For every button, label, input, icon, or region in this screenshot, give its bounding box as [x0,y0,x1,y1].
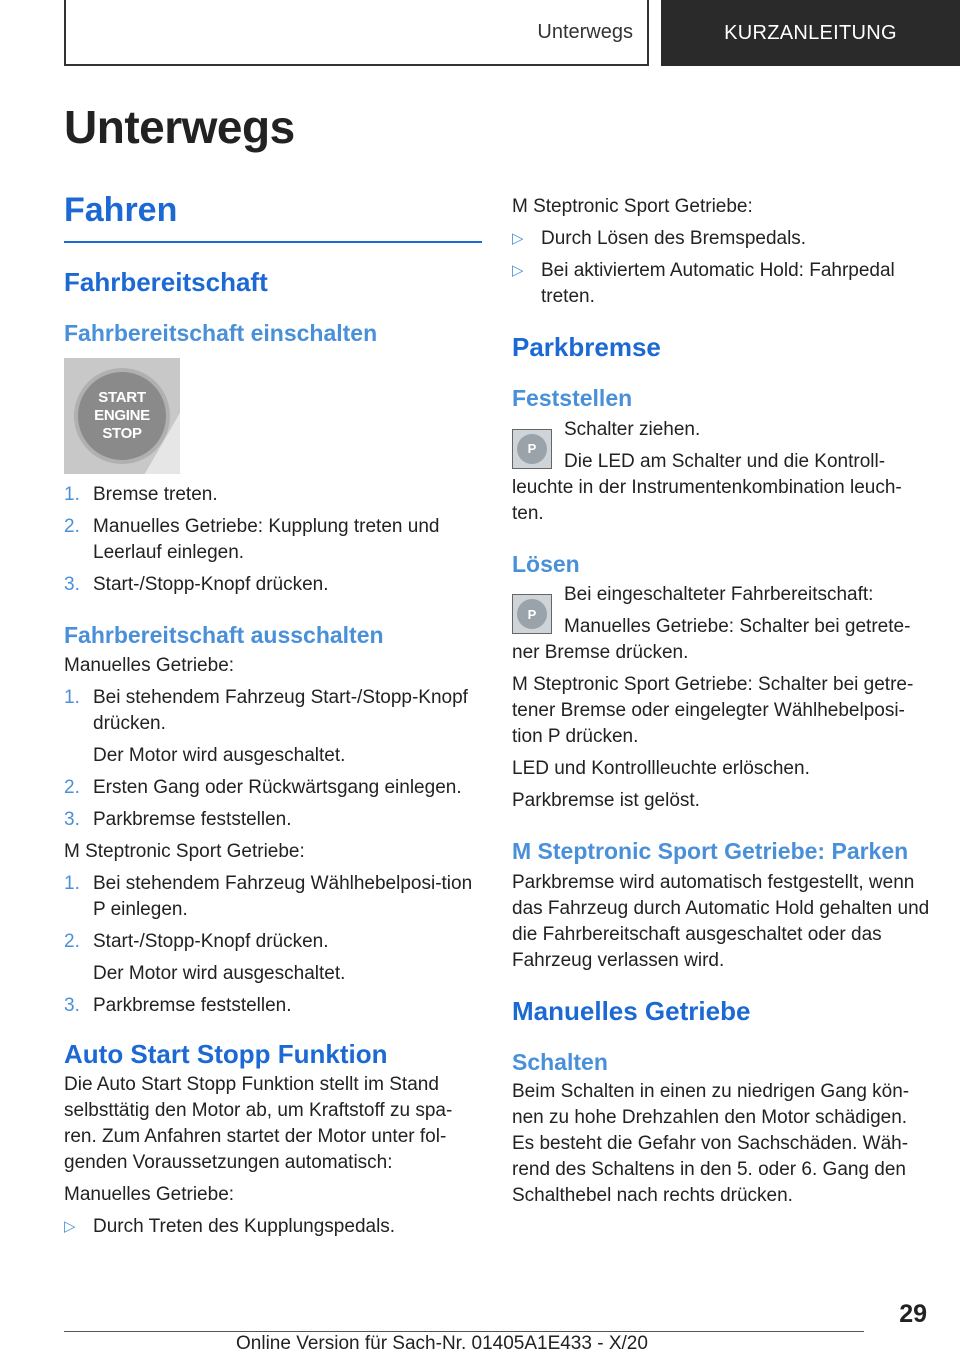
einschalten-steps [64,482,482,598]
heading-ausschalten: Fahrbereitschaft ausschalten [64,621,384,648]
autostart-manual-label: Manuelles Getriebe: [64,1184,235,1206]
list-item: ▷ Durch Lösen des Bremspedals. [512,226,932,252]
parking-brake-switch-image [512,594,552,634]
left-column [64,190,482,1240]
list-item: 3. Parkbremse feststellen. [64,809,292,831]
list-item: 1. Bremse treten. [64,483,218,505]
header-section-tab [64,0,649,66]
header-chapter-tab [661,0,960,66]
autostart-text: Die Auto Start Stopp Funktion stellt im Stand selbsttätig den Motor ab, um Kraftstoff zu spa‐ren. Zum Anfahren startet der Motor unter fol‐genden Voraussetzungen automatisch: [64,1074,453,1174]
heading-manuelles-getriebe: Manuelles Getriebe [512,995,751,1026]
heading-einschalten: Fahrbereitschaft einschalten [64,319,378,346]
heading-parken: M Steptronic Sport Getriebe: Parken [512,838,909,865]
list-item: 2. Ersten Gang oder Rückwärtsgang einlegen. [64,777,462,799]
list-item: 1. Bei stehendem Fahrzeug Start-/Stopp-Knopf drücken. Der Motor wird ausgeschaltet. [64,687,468,767]
parken-text: Parkbremse wird automatisch festgestellt, wenn das Fahrzeug durch Automatic Hold gehalten und die Fahrbereitschaft ausgeschaltet oder das Fahrzeug verlassen wird. [512,871,930,971]
footer-text: Online Version für Sach-Nr. 01405A1E433 - X/20 [236,1333,648,1354]
feststellen-block [512,413,932,527]
loesen-p4: LED und Kontrollleuchte erlöschen. [512,758,810,780]
triangle-bullet-icon: ▷ [512,262,524,279]
heading-loesen: Lösen [512,550,580,577]
page-title: Unterwegs [64,101,295,153]
autostart-manual-bullets [64,1214,482,1240]
list-item: ▷ Durch Treten des Kupplungspedals. [64,1214,482,1240]
schalten-text: Beim Schalten in einen zu niedrigen Gang kön‐nen zu hohe Drehzahlen den Motor schädigen. Es besteht die Gefahr von Sachschäden. Wäh‐rend des Schaltens in den 5. oder 6. Gang den Schalthebel nach rechts drücken. [512,1080,910,1206]
loesen-p5: Parkbremse ist gelöst. [512,790,700,812]
list-item: 2. Manuelles Getriebe: Kupplung treten und Leerlauf einlegen. [64,515,440,563]
triangle-bullet-icon: ▷ [512,230,524,247]
triangle-bullet-icon: ▷ [64,1218,76,1236]
heading-parkbremse: Parkbremse [512,332,661,362]
manual-steps [64,685,482,833]
heading-fahren: Fahren [64,191,178,229]
list-item: ▷ Bei aktiviertem Automatic Hold: Fahrpedal treten. [512,258,932,310]
start-engine-stop-button-image [64,358,180,474]
loesen-p3: M Steptronic Sport Getriebe: Schalter bei getre‐tener Bremse oder eingelegter Wählhebelposi‐tion P drücken. [512,674,914,748]
loesen-line2: Manuelles Getriebe: Schalter bei getrete‐ner Bremse drücken. [512,616,911,664]
manual-label: Manuelles Getriebe: [64,655,235,677]
right-column [512,190,932,1209]
list-item: 1. Bei stehendem Fahrzeug Wählhebelposi‐tion P einlegen. [64,873,473,921]
list-item: 3. Start-/Stopp-Knopf drücken. [64,573,329,595]
heading-rule [64,241,482,243]
feststellen-line2: Die LED am Schalter und die Kontroll‐leuchte in der Instrumentenkombination leuch‐ten. [512,450,902,524]
heading-feststellen: Feststellen [512,385,633,412]
footer-rule [64,1331,864,1332]
list-item: 3. Parkbremse feststellen. [64,995,292,1017]
steptronic-bullets [512,226,932,310]
parking-brake-switch-image [512,429,552,469]
list-item: 2. Start-/Stopp-Knopf drücken. Der Motor wird ausgeschaltet. [64,931,346,985]
steptronic-label: M Steptronic Sport Getriebe: [64,841,305,863]
heading-fahrbereitschaft: Fahrbereitschaft [64,266,268,297]
parking-brake-icon: P [517,599,547,629]
feststellen-line1: Schalter ziehen. [564,418,701,440]
page-number: 29 [899,1300,927,1328]
loesen-line1: Bei eingeschalteter Fahrbereitschaft: [564,584,874,606]
heading-autostart: Auto Start Stopp Funktion [64,1039,388,1070]
steptronic-label-right: M Steptronic Sport Getriebe: [512,196,753,217]
loesen-block [512,578,932,666]
steptronic-steps [64,871,482,1019]
heading-schalten: Schalten [512,1049,608,1076]
start-stop-icon: START ENGINE STOP [74,368,170,464]
header-chapter-label: KURZANLEITUNG [724,21,897,44]
header-section-label: Unterwegs [537,20,633,43]
parking-brake-icon: P [517,434,547,464]
